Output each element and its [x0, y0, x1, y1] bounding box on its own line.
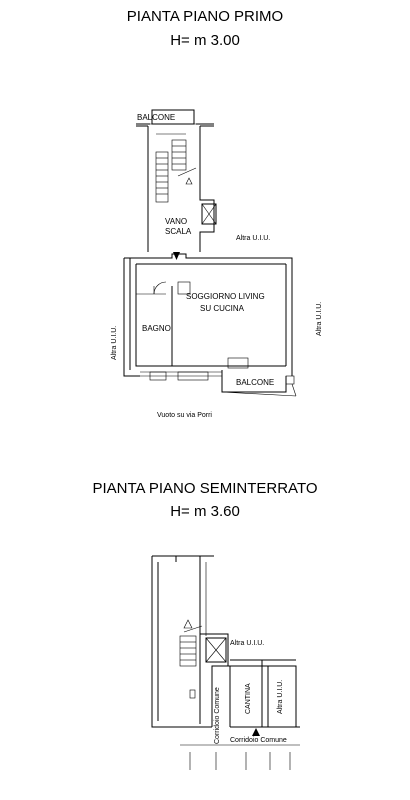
plan-seminterrato [152, 556, 300, 770]
label-vuoto: Vuoto su via Porri [157, 412, 212, 419]
label-altra-uiu-right: Altra U.I.U. [316, 301, 323, 336]
label-corridoio-vertical: Corridoio Comune [214, 687, 221, 744]
label-balcone-top: BALCONE [137, 113, 176, 122]
apartment-wall-top [124, 254, 292, 376]
label-bagno: BAGNO [142, 324, 171, 333]
label-altra-uiu-top: Altra U.I.U. [230, 640, 265, 647]
label-altra-uiu-right-top: Altra U.I.U. [236, 235, 271, 242]
basement-staircase [180, 626, 202, 666]
plan-seminterrato-title: PIANTA PIANO SEMINTERRATO [92, 480, 318, 497]
label-altra-uiu-left: Altra U.I.U. [111, 325, 118, 360]
stair-wall-right [200, 126, 214, 252]
staircase [156, 134, 196, 202]
entrance-arrow-icon [173, 252, 180, 260]
plan-primo [111, 110, 323, 419]
basement-wall-left [152, 556, 212, 727]
label-soggiorno-line1: SOGGIORNO LIVING [186, 292, 265, 301]
plan-primo-title: PIANTA PIANO PRIMO [126, 8, 284, 25]
label-balcone-bottom: BALCONE [236, 378, 275, 387]
corridor-arrow-icon [252, 728, 260, 736]
label-scala: SCALA [165, 227, 192, 236]
plan-primo-height: H= m 3.00 [170, 32, 240, 49]
apartment-wall-left [124, 258, 140, 376]
label-altra-uiu-vertical: Altra U.I.U. [277, 679, 284, 714]
label-vano: VANO [165, 217, 188, 226]
label-corridoio-horizontal: Corridoio Comune [230, 737, 287, 744]
label-soggiorno-line2: SU CUCINA [200, 304, 245, 313]
label-cantina: CANTINA [245, 683, 252, 714]
basement-elevator-shaft [206, 638, 226, 662]
plan-seminterrato-height: H= m 3.60 [170, 503, 240, 520]
